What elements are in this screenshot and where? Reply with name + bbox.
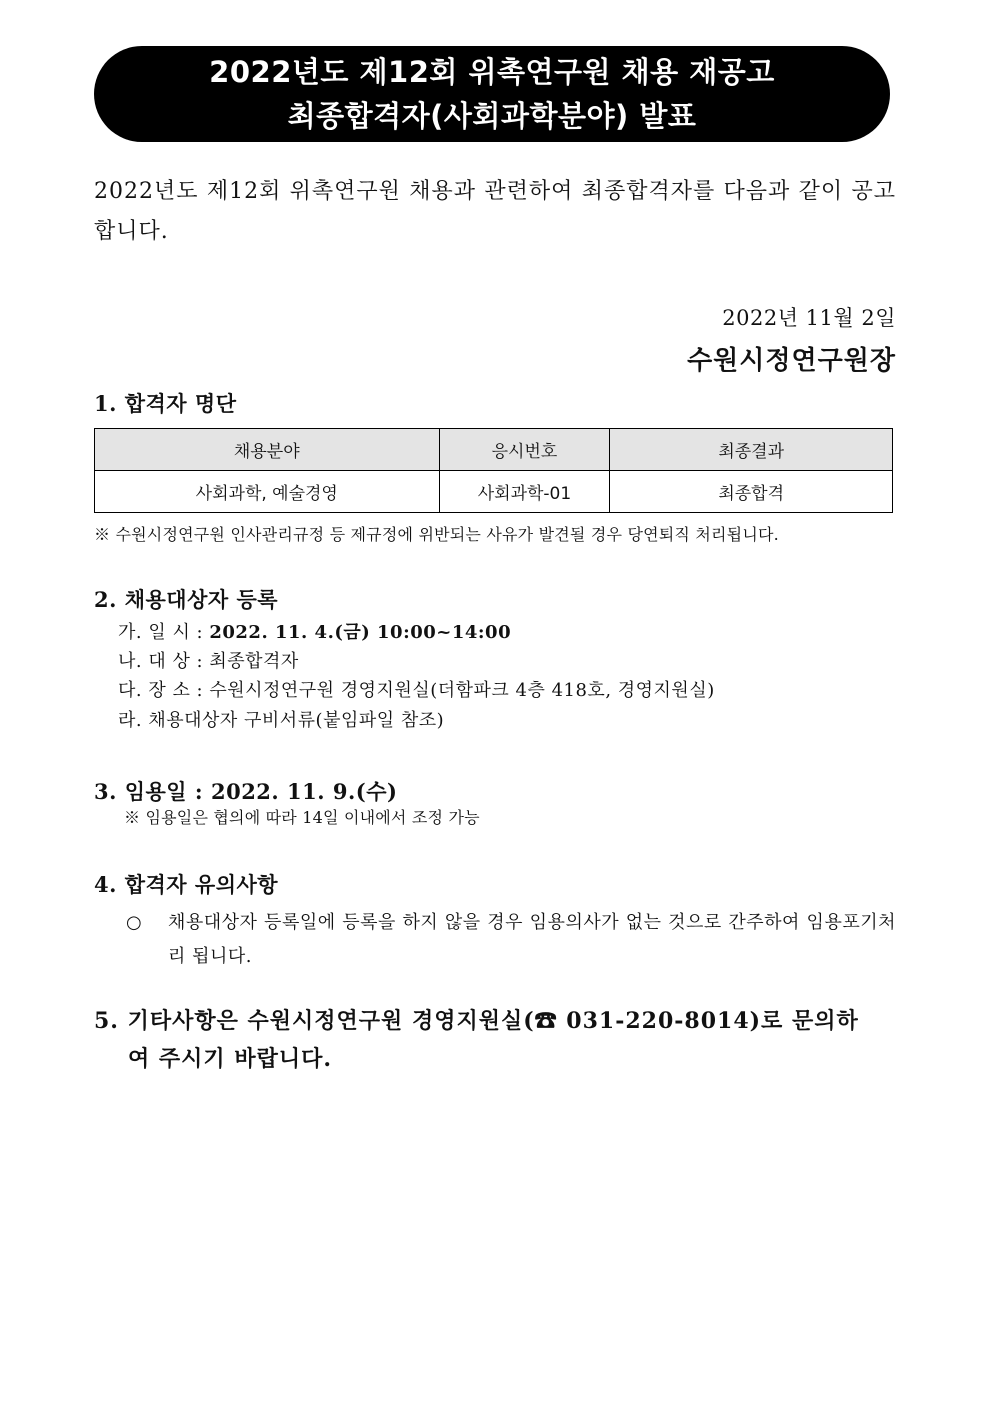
schedule-value: 2022. 11. 4.(금) 10:00~14:00 xyxy=(209,622,512,643)
header-applicant-no: 응시번호 xyxy=(439,429,610,471)
announcement-date: 2022년 11월 2일 xyxy=(722,306,896,330)
documents-item xyxy=(118,706,444,732)
section3-heading: 3. 임용일 : 2022. 11. 9.(수) xyxy=(94,779,398,804)
target-item xyxy=(118,647,299,673)
header-result: 최종결과 xyxy=(610,429,893,471)
place-label: 다. 장 소 : xyxy=(118,680,210,701)
signer: 수원시정연구원장 xyxy=(687,346,896,376)
table-header-row xyxy=(95,429,893,471)
place-value: 수원시정연구원 경영지원실(더함파크 4층 418호, 경영지원실) xyxy=(209,680,715,701)
section4-text: 채용대상자 등록일에 등록을 하지 않을 경우 임용의사가 없는 것으로 간주하여 임용포기처리 됩니다. xyxy=(168,912,896,967)
section5-contact xyxy=(94,1002,898,1078)
documents-value: 채용대상자 구비서류(붙임파일 참조) xyxy=(148,710,445,731)
intro-paragraph: 2022년도 제12회 위촉연구원 채용과 관련하여 최종합격자를 다음과 같이 공고합니다. xyxy=(94,179,896,244)
place-item xyxy=(118,676,715,702)
result-table xyxy=(94,428,893,513)
documents-label: 라. xyxy=(118,710,149,731)
target-value: 최종합격자 xyxy=(209,651,299,672)
table-row xyxy=(95,471,893,513)
title-line-2: 최종합격자(사회과학분야) 발표 xyxy=(287,99,697,133)
section1-note: ※ 수원시정연구원 인사관리규정 등 제규정에 위반되는 사유가 발견될 경우 당연퇴직 처리됩니다. xyxy=(94,525,779,544)
cell-field: 사회과학, 예술경영 xyxy=(95,471,440,513)
title-line-1: 2022년도 제12회 위촉연구원 채용 재공고 xyxy=(209,55,775,89)
section1-heading: 1. 합격자 명단 xyxy=(94,391,237,416)
section5-line-2: 여 주시기 바랍니다. xyxy=(128,1046,332,1072)
cell-result: 최종합격 xyxy=(610,471,893,513)
target-label: 나. 대 상 : xyxy=(118,651,210,672)
section2-heading: 2. 채용대상자 등록 xyxy=(94,587,279,612)
title-banner xyxy=(94,46,890,142)
cell-applicant-no: 사회과학-01 xyxy=(439,471,610,513)
section4-notice xyxy=(126,906,896,974)
section4-heading: 4. 합격자 유의사항 xyxy=(94,872,279,897)
header-field: 채용분야 xyxy=(95,429,440,471)
schedule-item xyxy=(118,618,511,644)
schedule-label: 가. 일 시 : xyxy=(118,622,210,643)
section5-line-1: 5. 기타사항은 수원시정연구원 경영지원실(☎ 031-220-8014)로 문의하 xyxy=(94,1008,859,1034)
circle-bullet-icon: ○ xyxy=(126,912,142,933)
section3-note: ※ 임용일은 협의에 따라 14일 이내에서 조정 가능 xyxy=(124,808,480,827)
